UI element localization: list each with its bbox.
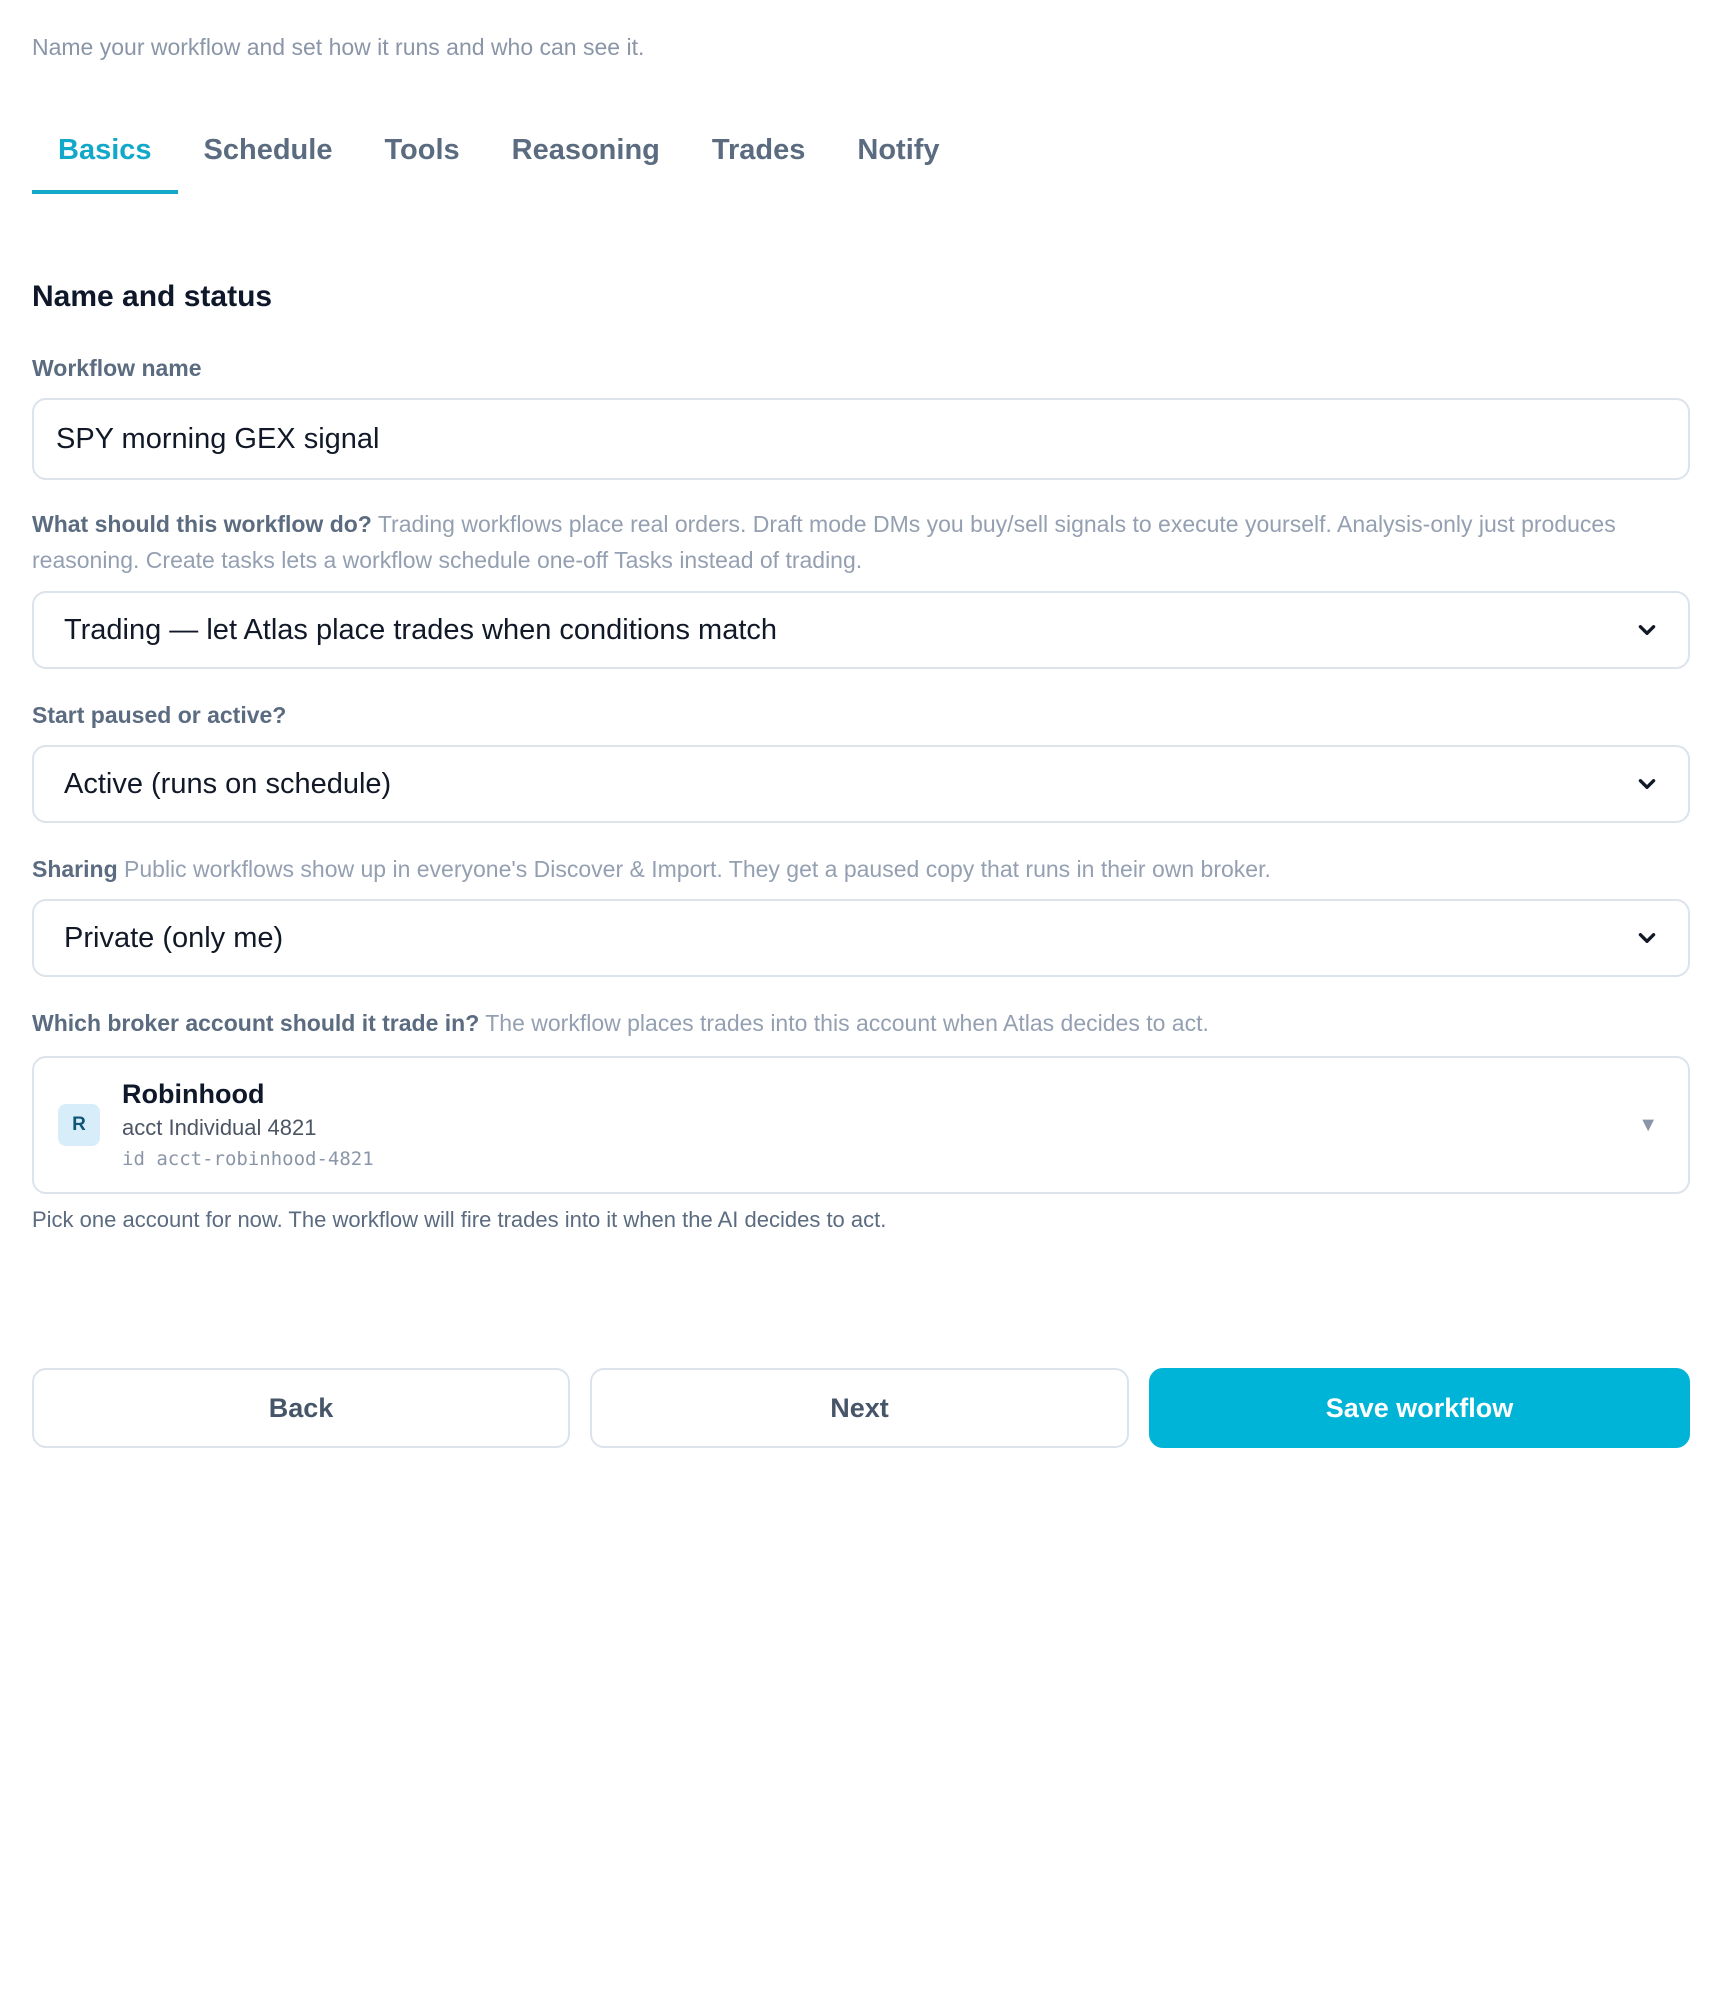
workflow-name-label-text: Workflow name [32,355,202,381]
status-label [32,697,1692,733]
workflow-name-value: SPY morning GEX signal [56,422,380,455]
tab-tools[interactable]: Tools [384,134,460,166]
tab-basics[interactable]: Basics [32,118,178,194]
workflow-name-input[interactable] [32,398,1690,480]
broker-account-select[interactable] [32,1056,1690,1194]
chevron-down-icon [1636,619,1658,641]
chevron-down-icon [1636,927,1658,949]
sharing-label-text: Sharing [32,856,118,882]
mode-selected-value: Trading — let Atlas place trades when conditions match [64,613,778,646]
save-workflow-button[interactable]: Save workflow [1149,1368,1690,1448]
next-button[interactable]: Next [590,1368,1129,1448]
broker-hint: The workflow places trades into this account when Atlas decides to act. [485,1010,1209,1036]
broker-note: Pick one account for now. The workflow will fire trades into it when the AI decides to act. [32,1207,887,1232]
workflow-name-label [32,350,1692,386]
tab-reasoning[interactable]: Reasoning [511,134,660,166]
tab-notify[interactable]: Notify [857,134,940,166]
broker-avatar: R [58,1104,100,1146]
caret-down-icon: ▼ [1638,1113,1658,1136]
sharing-label [32,851,1692,887]
broker-account-label: acct Individual 4821 [122,1115,317,1140]
status-label-text: Start paused or active? [32,702,287,728]
broker-info [122,1077,1638,1173]
tab-bar [32,118,966,194]
mode-hint: Trading workflows place real orders. Draft mode DMs you buy/sell signals to execute yourself. Analysis-only just produces reasoning. Create tasks lets a workflow schedule one-off Tasks instead of trading. [32,511,1616,573]
sharing-selected-value: Private (only me) [64,921,284,954]
broker-account-id: id acct-robinhood-4821 [122,1148,374,1170]
back-button[interactable]: Back [32,1368,570,1448]
status-selected-value: Active (runs on schedule) [64,767,392,800]
sharing-hint: Public workflows show up in everyone's Discover & Import. They get a paused copy that runs in their own broker. [124,856,1271,882]
tab-trades[interactable]: Trades [711,134,806,166]
mode-label [32,506,1692,578]
broker-name: Robinhood [122,1079,265,1109]
mode-label-text: What should this workflow do? [32,511,372,537]
section-title: Name and status [32,280,273,313]
sharing-select[interactable] [32,899,1690,977]
status-select[interactable] [32,745,1690,823]
broker-label-text: Which broker account should it trade in? [32,1010,480,1036]
intro-text: Name your workflow and set how it runs and who can see it. [32,34,645,60]
chevron-down-icon [1636,773,1658,795]
mode-select[interactable] [32,591,1690,669]
tab-schedule[interactable]: Schedule [203,134,333,166]
broker-label [32,1005,1692,1041]
